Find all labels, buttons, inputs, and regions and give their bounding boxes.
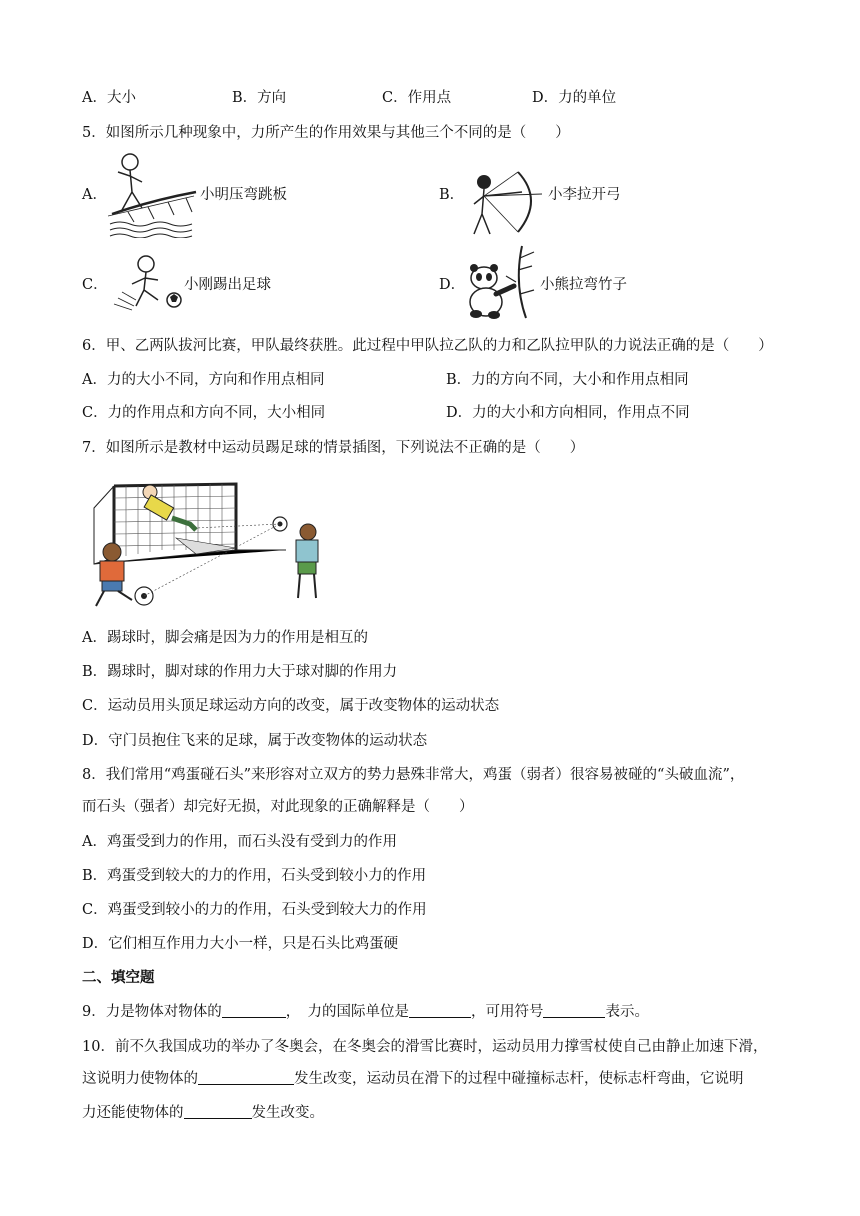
q4-option-b: B．方向: [232, 90, 287, 106]
q6-stem: 6．甲、乙两队拔河比赛，甲队最终获胜。此过程中甲队拉乙队的力和乙队拉甲队的力说法正确的是（ ）: [82, 338, 773, 354]
q8-option-d: D．它们相互作用力大小一样，只是石头比鸡蛋硬: [82, 936, 399, 952]
q8-stem-line2: 而石头（强者）却完好无损，对此现象的正确解释是（ ）: [82, 799, 474, 815]
q9-blank-2[interactable]: [409, 1002, 471, 1018]
q8-stem-line1: 8．我们常用“鸡蛋碰石头”来形容对立双方的势力悬殊非常大，鸡蛋（弱者）很容易被碰的“头破血流”，: [82, 767, 745, 783]
q10-blank-2[interactable]: [184, 1103, 252, 1119]
q7-option-a: A．踢球时，脚会痛是因为力的作用是相互的: [82, 630, 368, 646]
q6-option-d: D．力的大小和方向相同，作用点不同: [446, 405, 690, 421]
q10-line2: [82, 1069, 744, 1089]
q4-option-d: D．力的单位: [532, 90, 617, 106]
q5-option-a-caption: 小明压弯跳板: [200, 187, 287, 203]
q7-stem: 7．如图所示是教材中运动员踢足球的情景插图，下列说法不正确的是（ ）: [82, 440, 585, 456]
section-title-fill-in: 二、填空题: [82, 970, 155, 986]
q7-option-d: D．守门员抱住飞来的足球，属于改变物体的运动状态: [82, 733, 428, 749]
q5-option-b-letter: B．: [439, 187, 465, 203]
soccer-scene-illustration: [86, 478, 332, 612]
q9-line: [82, 1002, 649, 1022]
q10-line1: 10．前不久我国成功的举办了冬奥会，在冬奥会的滑雪比赛时，运动员用力撑雪杖使自己由静止加速下滑，: [82, 1039, 768, 1055]
q7-option-c: C．运动员用头顶足球运动方向的改变，属于改变物体的运动状态: [82, 698, 500, 714]
q8-option-b: B．鸡蛋受到较大的力的作用，石头受到较小力的作用: [82, 868, 427, 884]
q4-option-c: C．作用点: [382, 90, 452, 106]
q10-line3: [82, 1103, 324, 1123]
q10-blank-1[interactable]: [198, 1069, 294, 1085]
q6-option-c: C．力的作用点和方向不同，大小相同: [82, 405, 326, 421]
q10-line3-a: 力还能使物体的: [82, 1105, 184, 1121]
q6-option-a: A．力的大小不同，方向和作用点相同: [82, 372, 325, 388]
q5-option-b-caption: 小李拉开弓: [548, 187, 621, 203]
q10-line2-a: 这说明力使物体的: [82, 1071, 198, 1087]
q9-part2: ， 力的国际单位是: [285, 1004, 409, 1020]
q9-blank-3[interactable]: [543, 1002, 605, 1018]
q8-option-c: C．鸡蛋受到较小的力的作用，石头受到较大力的作用: [82, 902, 427, 918]
q8-option-a: A．鸡蛋受到力的作用，而石头没有受到力的作用: [82, 834, 397, 850]
q5-option-c-caption: 小刚踢出足球: [184, 277, 271, 293]
diving-board-illustration: [108, 152, 198, 238]
q5-option-a-letter: A．: [82, 187, 107, 203]
q10-line3-b: 发生改变。: [251, 1105, 324, 1121]
kicking-ball-illustration: [108, 250, 184, 314]
q9-blank-1[interactable]: [222, 1002, 286, 1018]
q6-option-b: B．力的方向不同，大小和作用点相同: [446, 372, 689, 388]
q9-part1: 9．力是物体对物体的: [82, 1004, 222, 1020]
q5-option-c-letter: C．: [82, 277, 108, 293]
q7-option-b: B．踢球时，脚对球的作用力大于球对脚的作用力: [82, 664, 398, 680]
archer-illustration: [462, 170, 546, 236]
q5-option-d-letter: D．: [439, 277, 466, 293]
q10-line2-b: 发生改变，运动员在滑下的过程中碰撞标志杆，使标志杆弯曲，它说明: [294, 1071, 744, 1087]
q9-part4: 表示。: [605, 1004, 649, 1020]
q9-part3: ，可用符号: [470, 1004, 544, 1020]
q5-option-d-caption: 小熊拉弯竹子: [540, 277, 627, 293]
q5-stem: 5．如图所示几种现象中，力所产生的作用效果与其他三个不同的是（ ）: [82, 125, 570, 141]
panda-bamboo-illustration: [462, 244, 538, 320]
q4-option-a: A．大小: [82, 90, 136, 106]
